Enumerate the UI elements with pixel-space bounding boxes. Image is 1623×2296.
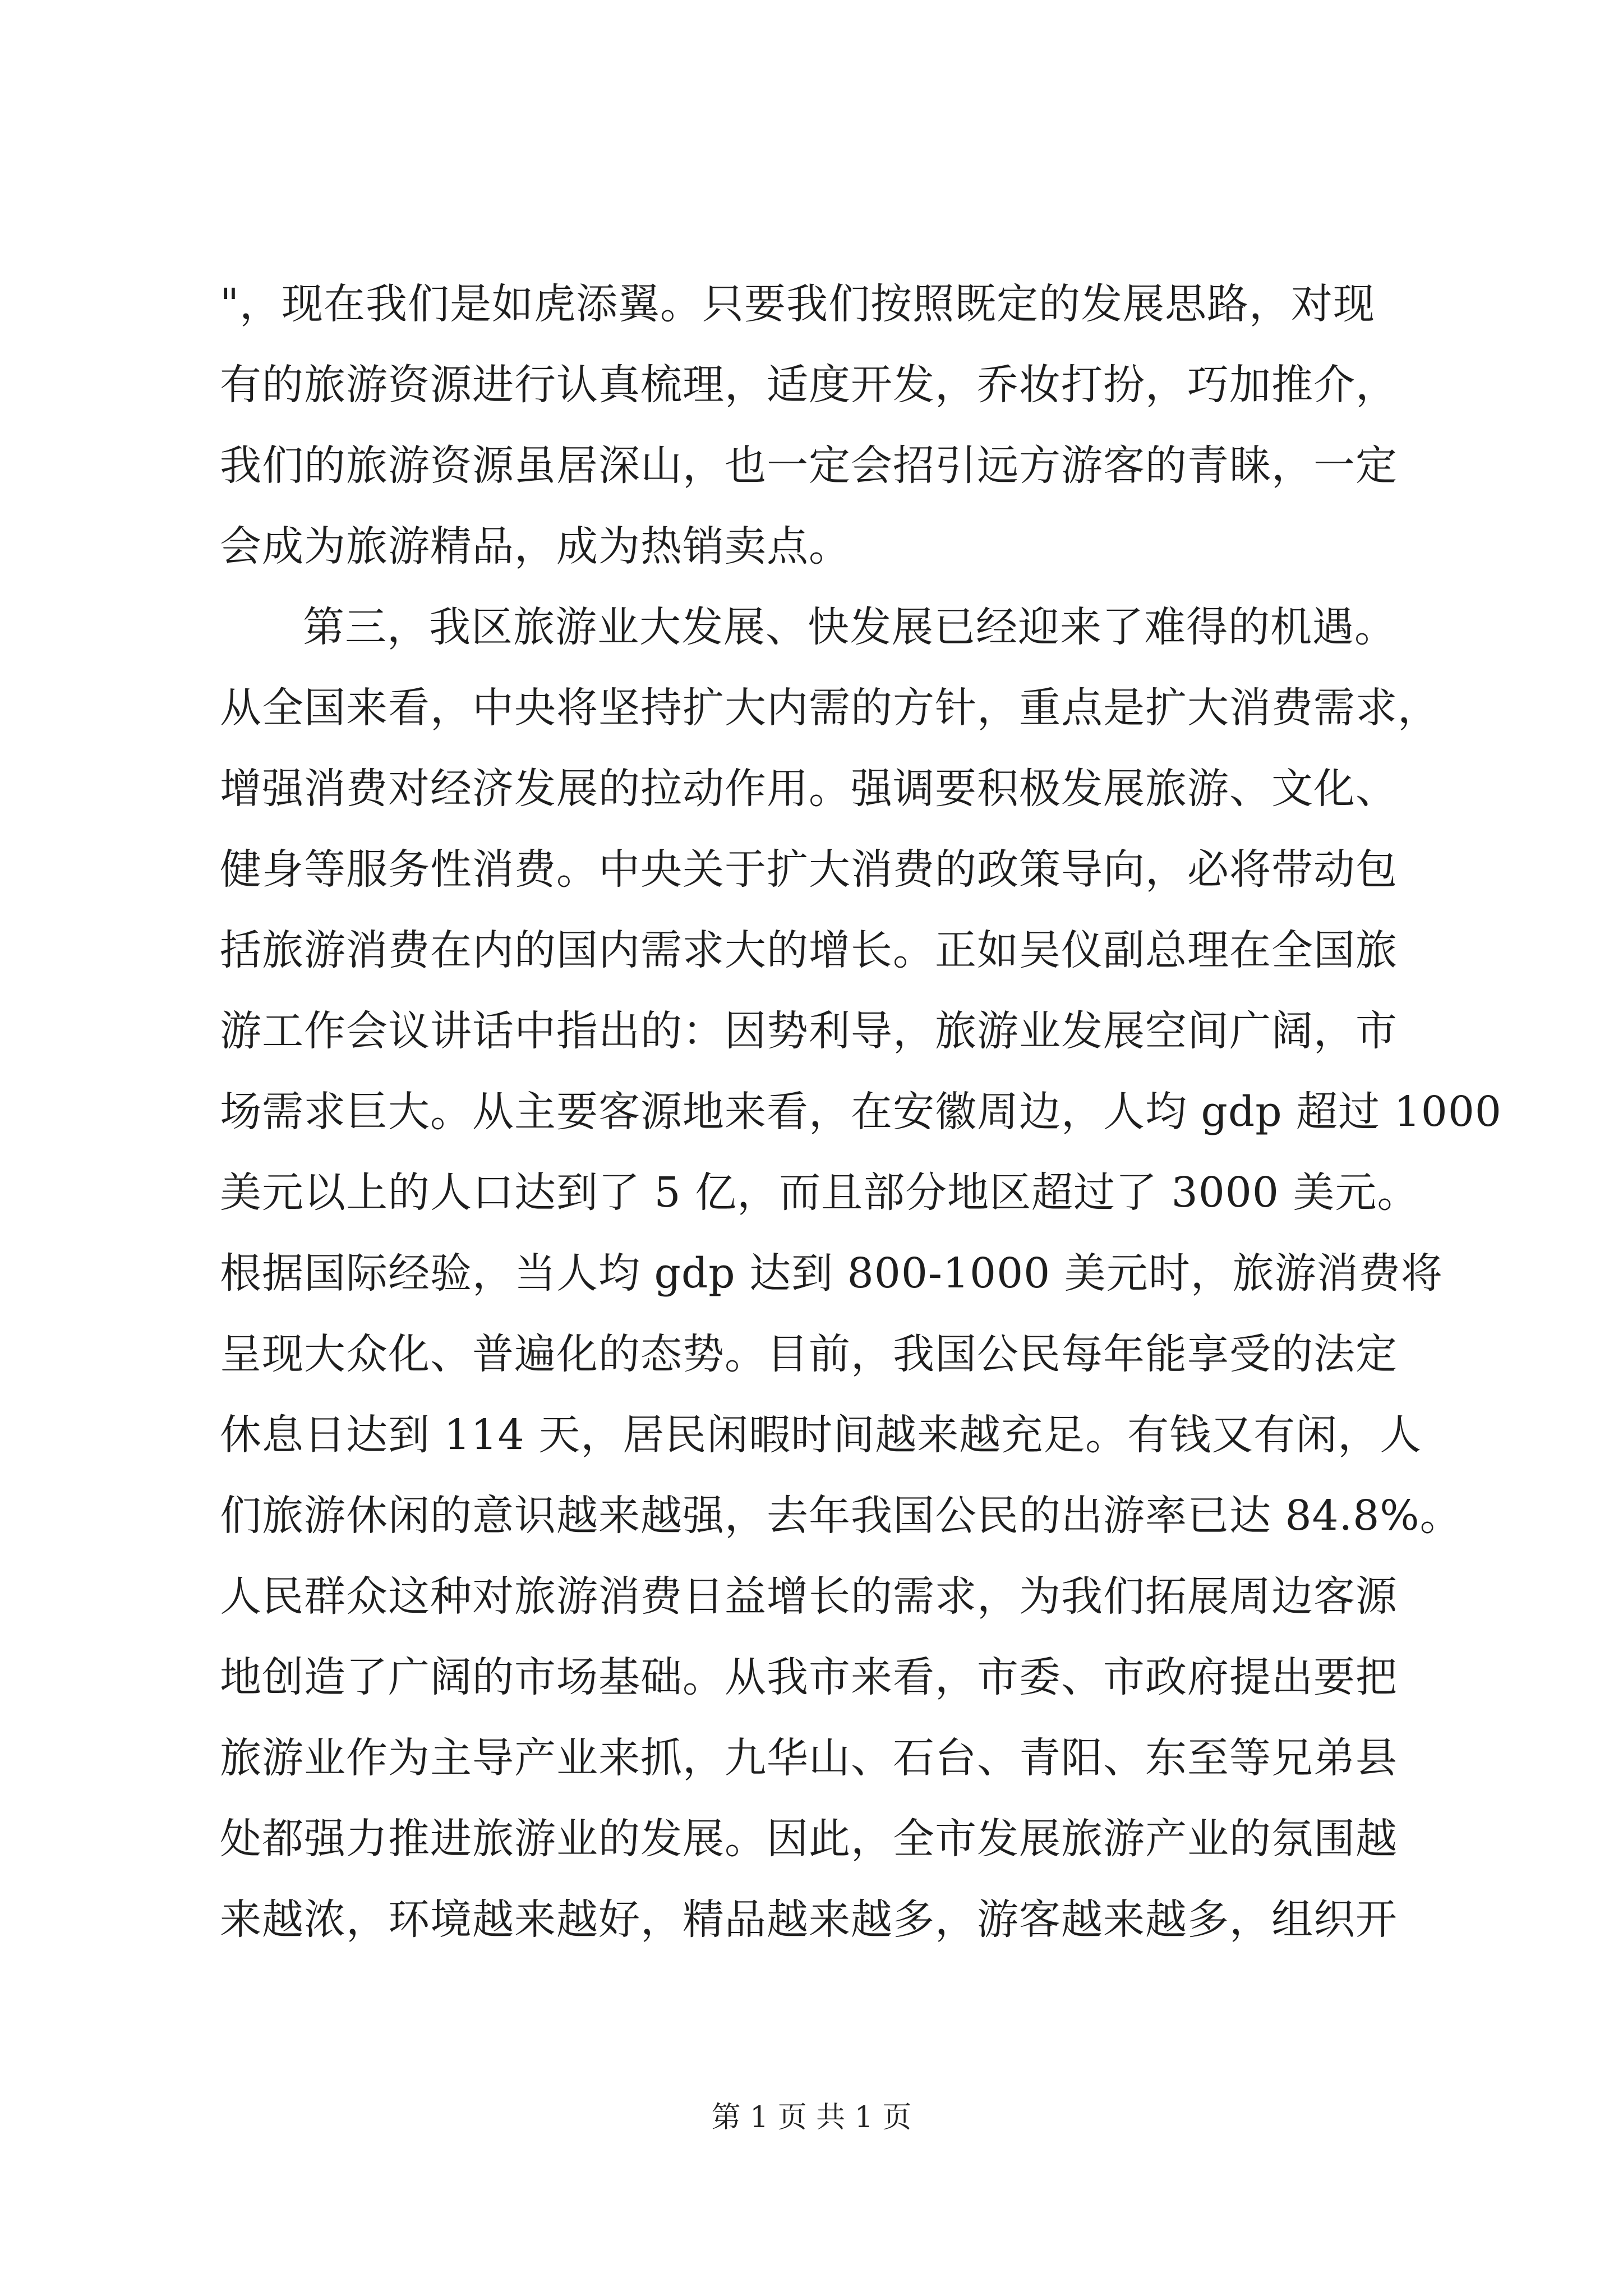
text-line: 呈现大众化、普遍化的态势。目前，我国公民每年能享受的法定 <box>220 1330 1398 1378</box>
text-line: 增强消费对经济发展的拉动作用。强调要积极发展旅游、文化、 <box>220 765 1398 813</box>
text-line: 人民群众这种对旅游消费日益增长的需求，为我们拓展周边客源 <box>220 1572 1398 1621</box>
text-line: 健身等服务性消费。中央关于扩大消费的政策导向，必将带动包 <box>220 845 1398 894</box>
text-line: 从全国来看，中央将坚持扩大内需的方针，重点是扩大消费需求， <box>220 684 1440 732</box>
text-line: 有的旅游资源进行认真梳理，适度开发，乔妆打扮，巧加推介， <box>220 361 1398 409</box>
text-line: 来越浓，环境越来越好，精品越来越多，游客越来越多，组织开 <box>220 1895 1398 1944</box>
text-line: 我们的旅游资源虽居深山，也一定会招引远方游客的青睐，一定 <box>220 441 1398 490</box>
text-line: 休息日达到 114 天，居民闲暇时间越来越充足。有钱又有闲，人 <box>220 1411 1422 1459</box>
text-line: 游工作会议讲话中指出的：因势利导，旅游业发展空间广阔，市 <box>220 1007 1398 1055</box>
text-line: "，现在我们是如虎添翼。只要我们按照既定的发展思路，对现 <box>220 280 1376 328</box>
text-line: 括旅游消费在内的国内需求大的增长。正如吴仪副总理在全国旅 <box>220 926 1398 974</box>
text-line: 们旅游休闲的意识越来越强，去年我国公民的出游率已达 84.8%。 <box>220 1492 1462 1540</box>
text-line: 场需求巨大。从主要客源地来看，在安徽周边，人均 gdp 超过 1000 <box>220 1088 1502 1136</box>
text-line: 第三，我区旅游业大发展、快发展已经迎来了难得的机遇。 <box>303 603 1396 651</box>
text-line: 美元以上的人口达到了 5 亿，而且部分地区超过了 3000 美元。 <box>220 1168 1419 1217</box>
text-line: 会成为旅游精品，成为热销卖点。 <box>220 522 851 570</box>
document-body <box>220 264 1502 1960</box>
text-line: 根据国际经验，当人均 gdp 达到 800-1000 美元时，旅游消费将 <box>220 1249 1443 1297</box>
text-line: 旅游业作为主导产业来抓，九华山、石台、青阳、东至等兄弟县 <box>220 1734 1398 1782</box>
text-line: 地创造了广阔的市场基础。从我市来看，市委、市政府提出要把 <box>220 1653 1398 1701</box>
page-footer: 第 1 页 共 1 页 <box>711 2101 912 2134</box>
text-line: 处都强力推进旅游业的发展。因此，全市发展旅游产业的氛围越 <box>220 1815 1398 1863</box>
